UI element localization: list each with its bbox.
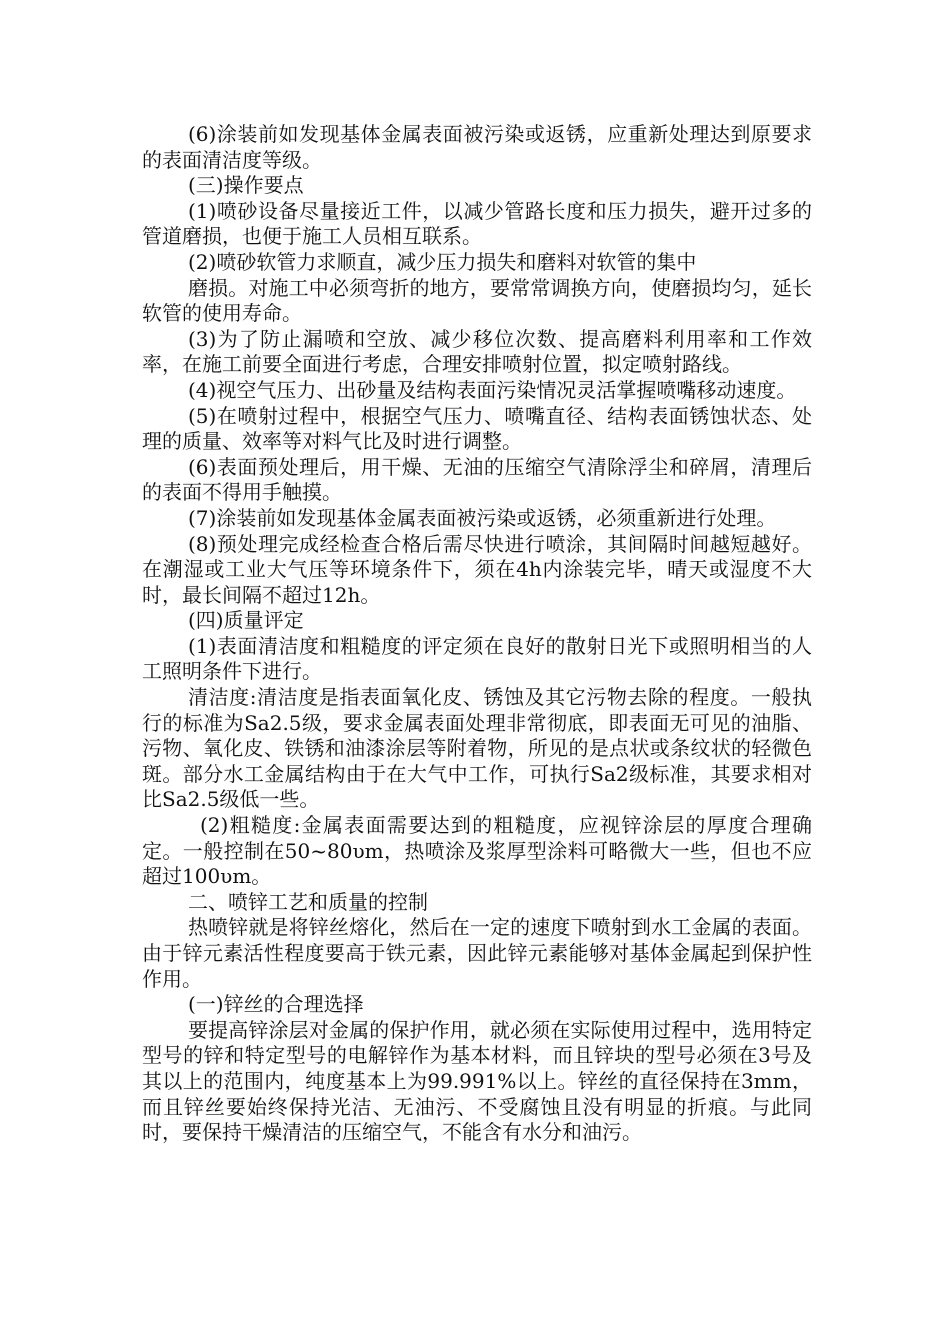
paragraph-roughness: (2)粗糙度:金属表面需要达到的粗糙度，应视锌涂层的厚度合理确定。一般控制在50~80υm，热喷涂及浆厚型涂料可略微大一些，但也不应超过100υm。 xyxy=(142,813,812,889)
paragraph-6: (3)为了防止漏喷和空放、减少移位次数、提高磨料利用率和工作效率，在施工前要全面进行考虑，合理安排喷射位置，拟定喷射路线。 xyxy=(142,326,812,377)
paragraph-8: (5)在喷射过程中，根据空气压力、喷嘴直径、结构表面锈蚀状态、处理的质量、效率等对料气比及时进行调整。 xyxy=(142,403,812,454)
paragraph-5: 磨损。对施工中必须弯折的地方，要常常调换方向，使磨损均匀，延长软管的使用寿命。 xyxy=(142,275,812,326)
paragraph-10: (7)涂装前如发现基体金属表面被污染或返锈，必须重新进行处理。 xyxy=(188,505,777,530)
paragraph-7: (4)视空气压力、出砂量及结构表面污染情况灵活掌握喷嘴移动速度。 xyxy=(188,377,797,402)
paragraph-1: (6)涂装前如发现基体金属表面被污染或返锈，应重新处理达到原要求的表面清洁度等级。 xyxy=(142,122,812,172)
paragraph-4: (2)喷砂软管力求顺直，减少压力损失和磨料对软管的集中 xyxy=(188,249,697,274)
section-heading-zinc-spraying: 二、喷锌工艺和质量的控制 xyxy=(188,889,428,914)
paragraph-11: (8)预处理完成经检查合格后需尽快进行喷涂，其间隔时间越短越好。在潮湿或工业大气压等环境条件下，须在4h内涂装完毕，晴天或湿度不大时，最长间隔不超过12h。 xyxy=(142,531,812,607)
paragraph-13: (1)表面清洁度和粗糙度的评定须在良好的散射日光下或照明相当的人工照明条件下进行。 xyxy=(142,633,812,684)
section-heading-quality-assessment: (四)质量评定 xyxy=(188,608,304,633)
section-heading-operation-points: (三)操作要点 xyxy=(188,173,304,198)
paragraph-19: 要提高锌涂层对金属的保护作用，就必须在实际使用过程中，选用特定型号的锌和特定型号的电解锌作为基本材料，而且锌块的型号必须在3号及其以上的范围内，纯度基本上为99.991%以上。锌丝的直径保持在3mm，而且锌丝要始终保持光洁、无油污、不受腐蚀且没有明显的折痕。与此同时，要保持干燥清洁的压缩空气，不能含有水分和油污。 xyxy=(142,1017,812,1145)
section-heading-zinc-wire-selection: (一)锌丝的合理选择 xyxy=(188,992,364,1017)
paragraph-17: 热喷锌就是将锌丝熔化，然后在一定的速度下喷射到水工金属的表面。由于锌元素活性程度要高于铁元素，因此锌元素能够对基体金属起到保护性作用。 xyxy=(142,915,812,991)
paragraph-9: (6)表面预处理后，用干燥、无油的压缩空气清除浮尘和碎屑，清理后的表面不得用手触摸。 xyxy=(142,454,812,505)
paragraph-3: (1)喷砂设备尽量接近工件，以减少管路长度和压力损失，避开过多的管道磨损，也便于施工人员相互联系。 xyxy=(142,198,812,249)
paragraph-cleanliness: 清洁度:清洁度是指表面氧化皮、锈蚀及其它污物去除的程度。一般执行的标准为Sa2.5级，要求金属表面处理非常彻底，即表面无可见的油脂、污物、氧化皮、铁锈和油漆涂层等附着物，所见的是点状或条纹状的轻微色斑。部分水工金属结构由于在大气中工作，可执行Sa2级标准，其要求相对比Sa2.5级低一些。 xyxy=(142,685,812,812)
document-body xyxy=(142,122,812,1146)
